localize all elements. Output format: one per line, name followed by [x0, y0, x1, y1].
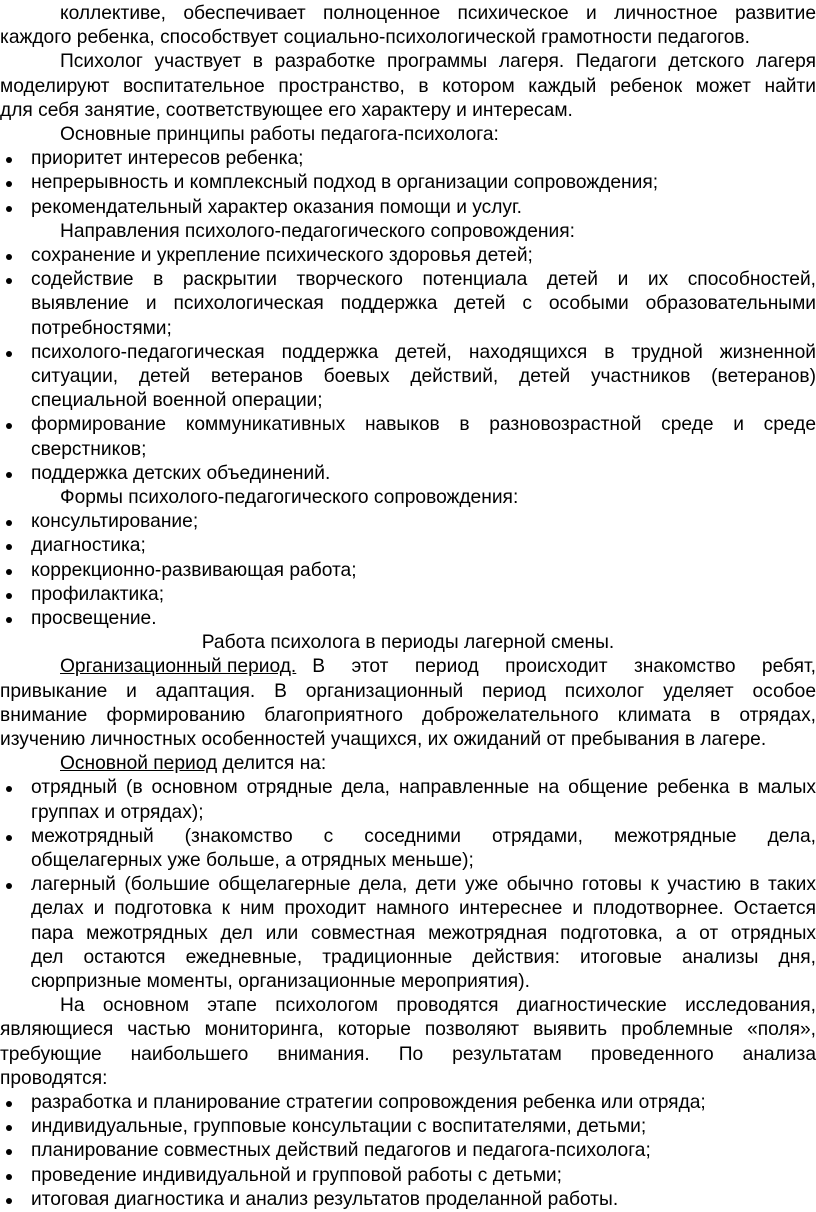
bullet-icon: [6, 520, 12, 526]
result-item: итоговая диагностика и анализ результатов проделанной работы.: [31, 1188, 619, 1210]
section-heading-periods: Работа психолога в периоды лагерной смены.: [201, 632, 615, 654]
bullet-icon: [6, 423, 12, 429]
bullet-icon: [6, 593, 12, 599]
principle-item: приоритет интересов ребенка;: [31, 148, 304, 170]
form-item: диагностика;: [31, 535, 146, 557]
org-period-text: В этот период происходит знакомство ребят,: [312, 656, 816, 678]
paragraph-intro-line: коллективе, обеспечивает полноценное психическое и личностное развитие: [60, 3, 816, 24]
form-item: коррекционно-развивающая работа;: [31, 559, 357, 581]
paragraph-program-line: Психолог участвует в разработке программы лагеря. Педагоги детского лагеря: [60, 51, 816, 73]
main-period-item: отрядный (в основном отрядные дела, направленные на общение ребенка в малых: [31, 777, 816, 799]
section-heading-forms: Формы психолого-педагогического сопровождения:: [60, 487, 519, 508]
org-period-line: внимание формированию благоприятного доброжелательного климата в отрядах,: [0, 704, 816, 726]
bullet-icon: [6, 181, 12, 187]
direction-item: ситуации, детей ветеранов боевых действий, детей участников (ветеранов): [31, 366, 816, 387]
result-item: разработка и планирование стратегии сопровождения ребенка или отряда;: [31, 1092, 706, 1113]
org-period-title: Организационный период.: [60, 656, 297, 678]
bullet-icon: [6, 786, 12, 792]
org-period-first-line: [60, 655, 816, 679]
direction-item: сверстников;: [31, 438, 147, 460]
direction-item: специальной военной операции;: [31, 390, 323, 412]
org-period-line: изучению личностных особенностей учащихся, их ожиданий от пребывания в лагере.: [0, 729, 767, 750]
main-period-title: Основной период: [60, 753, 218, 775]
direction-item: потребностями;: [31, 317, 172, 339]
bullet-icon: [6, 835, 12, 841]
section-heading-directions: Направления психолого-педагогического сопровождения:: [60, 220, 575, 242]
direction-item: содействие в раскрытии творческого потенциала детей и их способностей,: [31, 269, 816, 291]
paragraph-intro-line: каждого ребенка, способствует социально-психологической грамотности педагогов.: [0, 27, 750, 49]
direction-item: формирование коммуникативных навыков в разновозрастной среде и среде: [31, 414, 816, 436]
bullet-icon: [6, 617, 12, 623]
main-period-line: [60, 752, 816, 776]
direction-item: сохранение и укрепление психического здоровья детей;: [31, 245, 533, 266]
bullet-icon: [6, 1125, 12, 1131]
form-item: профилактика;: [31, 583, 165, 605]
direction-item: выявление и психологическая поддержка детей с особыми образовательными: [31, 293, 816, 315]
bullet-icon: [6, 569, 12, 575]
bullet-icon: [6, 1101, 12, 1107]
result-item: проведение индивидуальной и групповой работы с детьми;: [31, 1164, 562, 1186]
bullet-icon: [6, 1149, 12, 1155]
bullet-icon: [6, 254, 12, 260]
form-item: просвещение.: [31, 608, 157, 629]
main-period-item: общелагерных уже больше, а отрядных меньше);: [31, 850, 474, 871]
org-period-line: привыкание и адаптация. В организационный период психолог уделяет особое: [0, 680, 816, 702]
principle-item: рекомендательный характер оказания помощи и услуг.: [31, 196, 523, 218]
main-period-item: делах и подготовка к ним проходит намного интереснее и плодотворнее. Остается: [31, 898, 816, 920]
main-period-text: делится на:: [217, 753, 327, 775]
bullet-icon: [6, 351, 12, 357]
bullet-icon: [6, 472, 12, 478]
bullet-icon: [6, 883, 12, 889]
main-period-item: сюрпризные моменты, организационные мероприятия).: [31, 971, 530, 992]
paragraph-program-line: моделируют воспитательное пространство, в котором каждый ребенок может найти: [0, 75, 816, 97]
bullet-icon: [6, 1174, 12, 1180]
paragraph-main-stage-line: На основном этапе психологом проводятся диагностические исследования,: [60, 995, 816, 1017]
main-period-item: группах и отрядах);: [31, 801, 204, 823]
bullet-icon: [6, 206, 12, 212]
result-item: планирование совместных действий педагогов и педагога-психолога;: [31, 1140, 651, 1162]
direction-item: психолого-педагогическая поддержка детей, находящихся в трудной жизненной: [31, 341, 816, 363]
form-item: консультирование;: [31, 511, 199, 533]
paragraph-program-line: для себя занятие, соответствующее его характеру и интересам.: [0, 99, 573, 121]
principle-item: непрерывность и комплексный подход в организации сопровождения;: [31, 172, 659, 194]
main-period-item: пара межотрядных дел или совместная межотрядная подготовка, а от отрядных: [31, 922, 816, 944]
main-period-item: межотрядный (знакомство с соседними отрядами, межотрядные дела,: [31, 825, 816, 847]
main-period-item: дел остаются ежедневные, традиционные действия: итоговые анализы дня,: [31, 946, 816, 968]
paragraph-main-stage-line: являющиеся частью мониторинга, которые позволяют выявить проблемные «поля»,: [0, 1019, 816, 1041]
paragraph-main-stage-line: проводятся:: [0, 1067, 108, 1089]
bullet-icon: [6, 544, 12, 550]
bullet-icon: [6, 157, 12, 163]
main-period-item: лагерный (большие общелагерные дела, дети уже обычно готовы к участию в таких: [31, 874, 816, 896]
paragraph-main-stage-line: требующие наибольшего внимания. По результатам проведенного анализа: [0, 1043, 816, 1065]
direction-item: поддержка детских объединений.: [31, 462, 331, 484]
section-heading-principles: Основные принципы работы педагога-психолога:: [60, 124, 499, 145]
result-item: индивидуальные, групповые консультации с воспитателями, детьми;: [31, 1116, 647, 1138]
bullet-icon: [6, 278, 12, 284]
